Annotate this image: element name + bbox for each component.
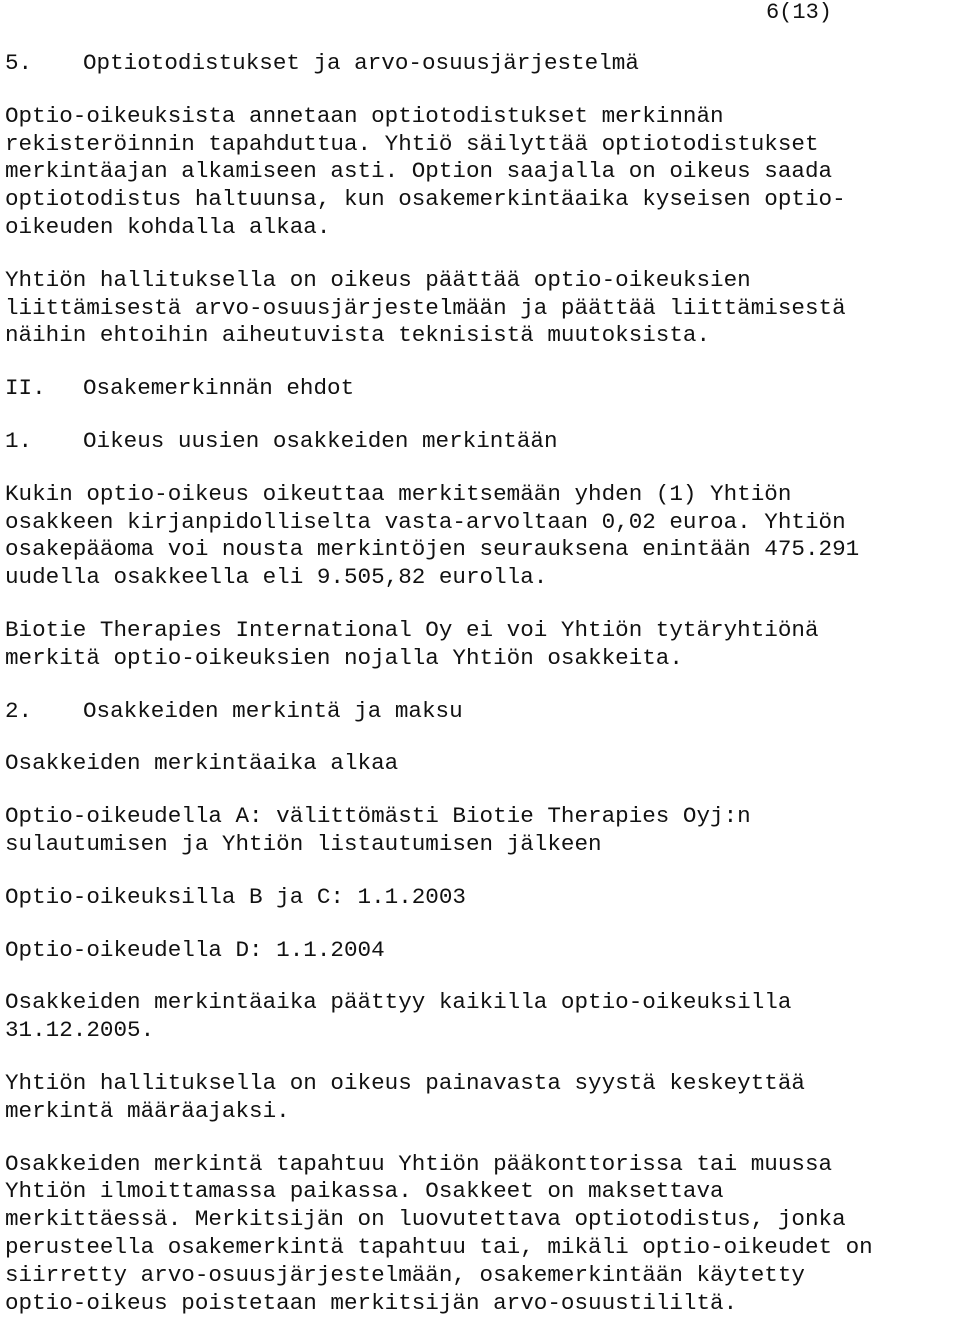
text-line: Osakkeiden merkintäaika alkaa [5,750,399,777]
paragraph-merkintaoikeus [5,481,960,592]
text-line: perusteella osakemerkintä tapahtuu tai, mikäli optio-oikeudet on [5,1233,873,1260]
section-number: 1. [5,427,33,454]
section-2-heading [5,698,960,726]
paragraph-keskeytys [5,1070,960,1126]
text-line: optio-oikeus poistetaan merkitsijän arvo-osuustililtä. [5,1289,738,1316]
text-line: oikeuden kohdalla alkaa. [5,213,331,240]
text-line: osakkeen kirjanpidolliselta vasta-arvoltaan 0,02 euroa. Yhtiön [5,508,846,535]
section-title: Osakkeiden merkintä ja maksu [83,697,463,724]
text-line: 31.12.2005. [5,1017,155,1044]
paragraph-merkinnan-toteutus [5,1151,960,1318]
text-line: uudella osakkeella eli 9.505,82 eurolla. [5,564,548,591]
text-line: liittämisestä arvo-osuusjärjestelmään ja päättää liittämisestä [5,294,846,321]
text-line: Osakkeiden merkintäaika päättyy kaikilla optio-oikeuksilla [5,989,792,1016]
text-line: optiotodistus haltuunsa, kun osakemerkintäaika kyseisen optio- [5,186,846,213]
section-number: 2. [5,697,33,724]
text-line: siirretty arvo-osuusjärjestelmään, osakemerkintään käytetty [5,1261,805,1288]
text-line: Biotie Therapies International Oy ei voi Yhtiön tytäryhtiönä [5,616,819,643]
section-title: Osakemerkinnän ehdot [83,375,355,402]
paragraph-optio-d [5,937,960,965]
text-line: Yhtiön ilmoittamassa paikassa. Osakkeet on maksettava [5,1178,724,1205]
text-line: Kukin optio-oikeus oikeuttaa merkitsemään yhden (1) Yhtiön [5,480,792,507]
text-line: rekisteröinnin tapahduttua. Yhtiö säilyttää optiotodistukset [5,130,819,157]
text-line: osakepääoma voi nousta merkintöjen seurauksena enintään 475.291 [5,536,860,563]
section-5-heading [5,50,960,78]
text-line: Yhtiön hallituksella on oikeus painavasta syystä keskeyttää [5,1069,805,1096]
text-line: merkittäessä. Merkitsijän on luovutettava optiotodistus, jonka [5,1206,846,1233]
section-title: Optiotodistukset ja arvo-osuusjärjestelmä [83,50,639,76]
text-line: sulautumisen ja Yhtiön listautumisen jälkeen [5,830,602,857]
section-title: Oikeus uusien osakkeiden merkintään [83,427,558,454]
text-line: merkintä määräajaksi. [5,1097,290,1124]
paragraph-merkintaaika-alkaa [5,750,960,778]
section-1-heading [5,428,960,456]
section-II-heading [5,375,960,403]
text-line: merkintäajan alkamiseen asti. Option saajalla on oikeus saada [5,158,833,185]
paragraph-tytaryhtio [5,617,960,673]
text-line: Osakkeiden merkintä tapahtuu Yhtiön pääkonttorissa tai muussa [5,1150,833,1177]
text-line: Optio-oikeudella D: 1.1.2004 [5,936,385,963]
section-number: II. [5,375,46,402]
text-line: merkitä optio-oikeuksien nojalla Yhtiön osakkeita. [5,644,683,671]
document-body [5,50,960,1342]
paragraph-optiotodistukset [5,103,960,242]
text-line: Optio-oikeudella A: välittömästi Biotie Therapies Oyj:n [5,803,751,830]
section-number: 5. [5,50,33,76]
paragraph-arvo-osuusjarjestelma [5,267,960,350]
text-line: näihin ehtoihin aiheutuvista teknisistä muutoksista. [5,322,711,349]
paragraph-optio-a [5,803,960,859]
text-line: Optio-oikeuksista annetaan optiotodistukset merkinnän [5,102,724,129]
text-line: Optio-oikeuksilla B ja C: 1.1.2003 [5,883,466,910]
page-number: 6(13) [765,0,832,25]
paragraph-optio-b-c [5,884,960,912]
paragraph-merkintaaika-paattyy [5,989,960,1045]
text-line: Yhtiön hallituksella on oikeus päättää optio-oikeuksien [5,266,751,293]
